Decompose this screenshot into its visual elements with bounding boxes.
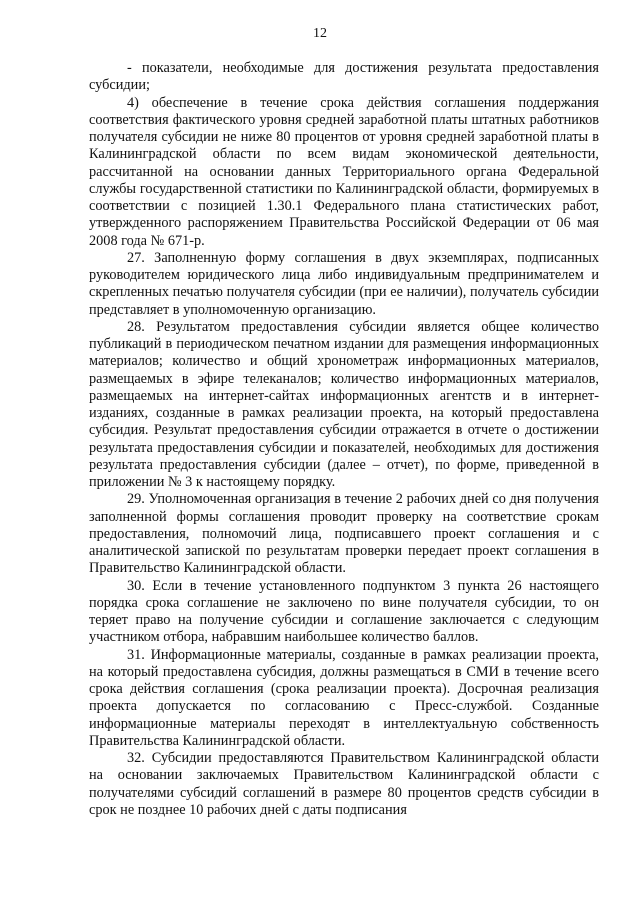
paragraph-31: 31. Информационные материалы, созданные в рамках реализации проекта, на который предоставлена субсидия, должны размещаться в СМИ в течение всего срока действия соглашения (срока реализации проекта). Досрочная реализация проекта допускается по согласованию с Пресс-службой. Созданные информационные материалы переходят в интеллектуальную собственность Правительства Калининградской области. [89,646,599,749]
paragraph-29: 29. Уполномоченная организация в течение 2 рабочих дней со дня получения заполненной формы соглашения проводит проверку на соответствие срокам предоставления, полномочий лица, подписавшего проект соглашения и с аналитической запиской по результатам проверки передает проект соглашения в Правительство Калининградской области. [89,491,599,577]
paragraph-item-4-salary: 4) обеспечение в течение срока действия соглашения поддержания соответствия фактического уровня средней заработной платы штатных работников получателя субсидии не ниже 80 процентов от уровня средней заработной платы в Калининградской области по всем видам экономической деятельности, рассчитанной на основании данных Территориального органа Федеральной службы государственной статистики по Калининградской области, формируемых в соответствии с позицией 1.30.1 Федерального плана статистических работ, утвержденного распоряжением Правительства Российской Федерации от 06 мая 2008 года № 671-р. [89,94,599,249]
paragraph-27: 27. Заполненную форму соглашения в двух экземплярах, подписанных руководителем юридического лица либо индивидуальным предпринимателем и скрепленных печатью получателя субсидии (при ее наличии), получатель субсидии представляет в уполномоченную организацию. [89,249,599,318]
paragraph-28: 28. Результатом предоставления субсидии является общее количество публикаций в периодическом печатном издании для размещения информационных материалов; количество и общий хронометраж информационных материалов, размещаемых в эфире телеканалов; количество информационных материалов, размещаемых на интернет-сайтах информационных агентств и в интернет-изданиях, созданные в рамках реализации проекта, на который предоставлена субсидия. Результат предоставления субсидии отражается в отчете о достижении результата предоставления субсидии и показателей, необходимых для достижения результата предоставления субсидии (далее – отчет), по форме, приведенной в приложении № 3 к настоящему порядку. [89,318,599,490]
paragraph-32: 32. Субсидии предоставляются Правительством Калининградской области на основании заключаемых Правительством Калининградской области с получателями субсидий соглашений в размере 80 процентов средств субсидии в срок не позднее 10 рабочих дней с даты подписания [89,750,599,818]
document-body [89,60,599,819]
paragraph-30: 30. Если в течение установленного подпунктом 3 пункта 26 настоящего порядка срока соглашение не заключено по вине получателя субсидии, то он теряет право на получение субсидии и соглашение заключается с следующим участником отбора, набравшим наибольшее количество баллов. [89,577,599,646]
page-number: 12 [313,26,327,41]
paragraph-subsidy-indicators: - показатели, необходимые для достижения результата предоставления субсидии; [89,60,599,94]
